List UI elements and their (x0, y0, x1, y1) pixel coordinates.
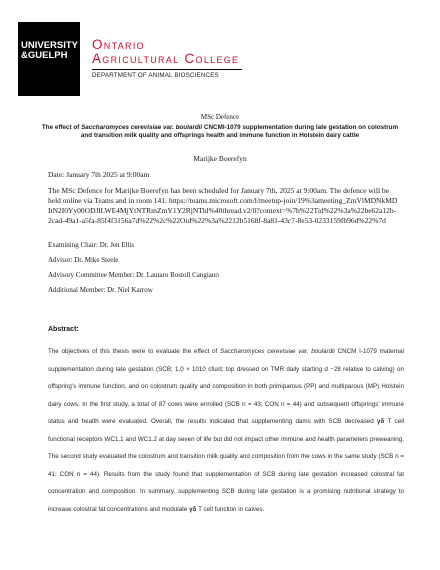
thesis-title-rest: CNCMI-1079 supplementation during late gestation on colostrum and transition milk quality and offsprings health and immune function in Holstein dairy cattle (80, 124, 399, 139)
abstract-gamma-delta-2: γδ (189, 505, 197, 513)
college-name (92, 38, 239, 66)
logo-line-2: &GUELPH (21, 50, 68, 61)
letterhead (18, 22, 318, 96)
event-type: MSc Defence (200, 113, 240, 121)
announcement (48, 186, 398, 226)
teams-meeting-link[interactable]: https://teams.microsoft.com/l/meetup-join/19%3ameeting_ZmVlMDNkMDItN2I0Yy00ODJlLWE4MjYtNTRmZmY1Y2RjNThl%40thread.v2/0?context=%7b%22Tid%22%3a%22be62a12b-2cad-49a1-a5fa-85f4f3156a7d%22%2c%22Oid%22%3a%2212b5168f-8a81-43c7-8e53-0233159fb96d%22%7d (48, 196, 398, 225)
abstract-gamma-delta-1: γδ (377, 418, 385, 425)
abstract-body (48, 343, 404, 518)
defence-date: Date: January 7th 2025 at 9:00am (48, 170, 150, 179)
thesis-title (40, 124, 400, 139)
header-divider (92, 69, 242, 70)
thesis-title-prefix: The effect of (41, 124, 82, 131)
abstract-species: Saccharomyces cerevisiae var. boulardii (220, 348, 335, 355)
department-name: DEPARTMENT OF ANIMAL BIOSCIENCES (92, 72, 219, 79)
abstract-part-4: T cell function in calves. (196, 505, 265, 513)
abstract-part-2: CNCM I-1079 maternal supplementation during late gestation (SCB; 1.0 × 1010 cfu/d; top dressed on TMR daily starting d −28 relative to calving) on offspring’s immune function, and on colostrum quality and composition in both primiparous (PP) and multiparous (MP) Holstein dairy cows. In the first study, a total of 87 cows were enrolled (SCB n = 43; CON n = 44) and subsequent offsprings’ immune status and health were evaluated. Overall, the results indicated that supplementing dams with SCB decreased (48, 348, 404, 425)
additional-member: Additional Member: Dr. Niel Karrow (48, 286, 153, 294)
logo-line-1: UNIVERSITY (21, 40, 79, 51)
advisor: Advisor: Dr. Mike Steele (48, 256, 119, 264)
examining-chair: Examining Chair: Dr. Jen Ellis (48, 241, 135, 249)
advisory-committee-member: Advisory Committee Member: Dr. Lautaro Rostoll Cangiano (48, 271, 219, 279)
abstract-part-3: T cell functional receptors WC1.1 and WC1.2 at day seven of life but did not impact other immune and health parameters preweaning. The second study evaluated the colostrum and transition milk quality and composition from the cows in the same study (SCB n = 41; CON n = 44). Results from the study found that supplementation of SCB during late gestation increased colostral fat concentration and composition. In summary, supplementing SCB during late gestation is a promising nutritional strategy to increase colostral fat concentrations and modulate (48, 418, 404, 513)
university-logo (18, 22, 80, 96)
abstract-part-1: The objectives of this thesis were to evaluate the effect of (48, 348, 221, 355)
announcement-text: The MSc Defence for Marijke Boerefyn has been scheduled for January 7th, 2025 at 9:00am. The defence will be held online via Teams and in room 141: (48, 186, 389, 205)
thesis-title-species: Saccharomyces cerevisiae var. boulardii (81, 124, 203, 131)
abstract-heading: Abstract: (48, 326, 79, 333)
candidate-name: Marijke Boerefyn (193, 154, 247, 163)
college-name-line-2: Agricultural College (92, 51, 240, 66)
college-name-line-1: Ontario (92, 37, 145, 52)
